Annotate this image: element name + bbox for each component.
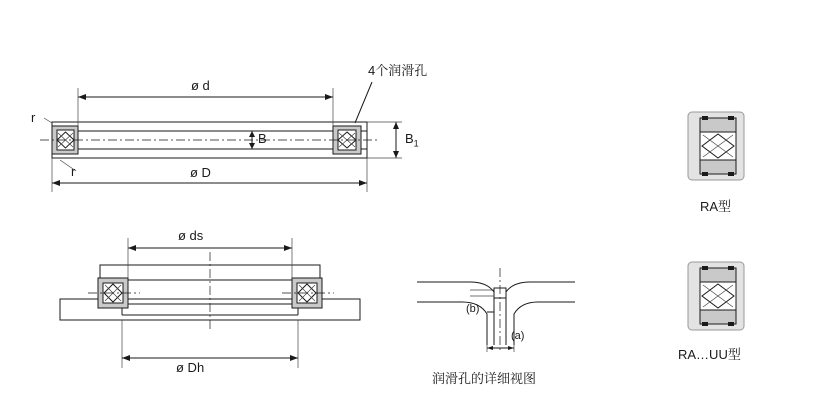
dim-label-r-lower: r: [71, 164, 76, 179]
lube-holes-callout-label: 4个润滑孔: [368, 63, 428, 78]
dim-label-diameter-Dh: ø Dh: [176, 360, 205, 375]
detail-label-a: (a): [511, 330, 525, 342]
panel-caption-ra-uu: RA…UU型: [678, 347, 741, 362]
dim-label-r-left: r: [31, 110, 36, 125]
dim-label-B1-sub: 1: [413, 138, 419, 149]
dim-label-B: B: [258, 131, 267, 146]
lube-detail-caption: 润滑孔的详细视图: [432, 371, 537, 386]
dim-label-diameter-D: ø D: [190, 165, 211, 180]
dim-label-diameter-ds: ø ds: [178, 228, 204, 243]
detail-label-b: (b): [466, 303, 480, 315]
dim-label-B1: [405, 131, 419, 149]
dim-label-B1-main: B: [405, 131, 414, 146]
dim-label-diameter-d: ø d: [191, 78, 210, 93]
panel-caption-ra: RA型: [700, 199, 732, 214]
